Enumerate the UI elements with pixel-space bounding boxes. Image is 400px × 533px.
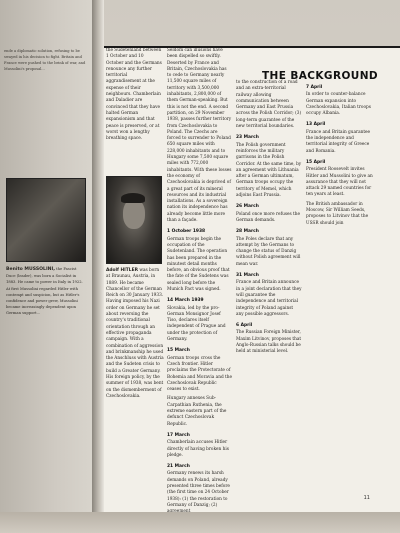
entry-text: Chamberlain accuses Hitler directly of having broken his pledge. [167, 440, 229, 458]
entry-text: to the construction of a road and an extra-territorial railway allowing communication between Germany and East Prussia across the Polish Corridor; (3) long-term guarantee of the new territorial boundaries. [236, 80, 302, 130]
entry-text: Slovakia, led by the pro-German Monsignor Josef Tiso, declares itself independent of Prague and under the protection of Germany. [167, 305, 226, 343]
face-shape [123, 199, 145, 229]
left-page-text: ende a diplomatic solution, refusing to be swayed in his decision to fight. Britain and France were pushed to the brink of war, and Mussolini's proposal... [4, 49, 86, 71]
entry-text: Seldom can illusions have been dispelled so swiftly. Deserted by France and Britain, Czechoslovakia has to cede to Germany nearly 11,500 square miles of territory with 3,500,000 inhabitants, 2,800,000 of them German-speaking. But this is not the end. A second partition, on 29 November 1938, passes further territory from Czechoslovakia to Poland. The Czechs are forced to surrender to Poland 650 square miles with 228,000 inhabitants and to Hungary some 7,500 square miles with 772,000 inhabitants. With these losses the economy of Czechoslovakia is deprived of a great part of its mineral resources and its industrial installations. As a sovereign nation its independence has already become little more than a façade. [167, 48, 232, 224]
entry-date: 7 April [306, 85, 323, 90]
entry-text: Poland once more refuses the German demands. [236, 211, 301, 223]
entry-date: 23 March [236, 135, 259, 141]
entry-text: German troops begin the occupation of the Sudetenland. The operation has been prepared in the minutest detail months before, an obvious proof that the fate of the Sudetens was sealed long before the Munich Pact was signed. [167, 236, 230, 292]
entry-date: 1 October 1938 [167, 229, 206, 235]
entry-date: 6 April [236, 323, 253, 329]
mussolini-bio-text: the Fascist Duce (leader), was born a Socialist in 1883. He came to power in Italy in 1922. At first Mussolini regarded Hitler with contempt and suspicion, but as Hitler's confidence and power grew, Mussolini became increasingly dependent upon German support... [6, 267, 83, 316]
entry-date: 28 March [236, 229, 259, 235]
table-surface [0, 512, 400, 533]
entry-text: France and Britain announce in a joint declaration that they will guarantee the independence and territorial integrity of Poland against any possible aggressors. [236, 280, 302, 317]
entry-date: 17 March [167, 432, 190, 438]
column-a-text: the Sudetenland between 1 October and 10 October and the Germans renounce any further territorial aggrandisement at the expense of their neighbours. Chamberlain and Daladier are convinced that they have halted German expansionism and that peace is preserved, or at worst won a lengthy breathing space. [106, 48, 162, 142]
page-title: THE BACKGROUND [261, 70, 378, 82]
entry-date: 15 April [306, 159, 326, 165]
entry-date: 15 March [167, 348, 190, 354]
page-number: 11 [363, 495, 370, 501]
entry-date: 13 April [306, 122, 326, 128]
entry-text: The Polish government reinforces the military garrisons in the Polish Corridor. At the same time, by an agreement with Lithuania after a German ultimatum, German troops occupy the territory of Memel, which adjoins East Prussia. [236, 142, 302, 199]
entry-date: 14 March 1939 [167, 298, 204, 304]
column-d [306, 80, 374, 230]
entry-text: The Russian Foreign Minister, Maxim Litvinov, proposes that Anglo-Russian talks should be held at ministerial level. [236, 330, 302, 355]
hitler-bio-text: was born at Braunau, Austria, in 1889. He became Chancellor of the German Reich on 30 January 1933. Having imposed his Nazi order on Germany he set about reversing the country's traditional orientation through an effective propaganda campaign. With a combination of aggression and brinkmanship he used the Anschluss with Austria and the Sudeten crisis to build a Greater Germany. His foreign policy, by the summer of 1938, was bent on the dismemberment of Czechoslovakia. [106, 268, 164, 399]
entry-date: 21 March [167, 464, 190, 470]
entry-text: Germany renews its harsh demands on Poland, already presented three times before (the first time on 24 October 1938): (1) the restoration to Germany of Danzig; (2) [167, 471, 230, 508]
hitler-bio-paragraph [106, 268, 164, 400]
entry-text: The British ambassador in Moscow, Sir William Seeds, proposes to Litvinov that the USSR should join [306, 201, 369, 226]
mussolini-bio [6, 266, 86, 317]
book-spine [92, 0, 104, 512]
column-c [236, 80, 302, 359]
mussolini-name: Benito MUSSOLINI, [6, 267, 55, 272]
column-b [167, 48, 232, 518]
hair-shape [121, 193, 145, 203]
entry-date: 26 March [236, 204, 259, 210]
entry-text: German troops cross the Czech frontier. Hitler proclaims the Protectorate of Bohemia and Moravia and the Czechoslovak Republic ceases to exist. [167, 355, 232, 393]
left-page [0, 0, 93, 512]
entry-text: The Poles declare that any attempt by the Germans to change the status of Danzig without Polish agreement will mean war. [236, 236, 301, 267]
hitler-name: Adolf HITLER [106, 268, 138, 273]
entry-text: France and Britain guarantee the independence and territorial integrity of Greece and Romania. [306, 129, 371, 154]
entry-text: Hungary annexes Sub-Carpathian Ruthenia, the extreme eastern part of the defunct Czechoslovak Republic. [167, 396, 227, 427]
mussolini-photo [6, 178, 86, 262]
entry-text: In order to counter-balance German expansion into Czechoslovakia, Italian troops occupy Albania. [306, 92, 371, 117]
column-a [106, 48, 162, 145]
entry-text: President Roosevelt invites Hitler and Mussolini to give an assurance that they will not attack 29 named countries for ten years at least. [306, 167, 373, 198]
entry-date: 31 March [236, 273, 259, 279]
hitler-bio [106, 268, 164, 403]
hitler-photo [106, 176, 162, 264]
